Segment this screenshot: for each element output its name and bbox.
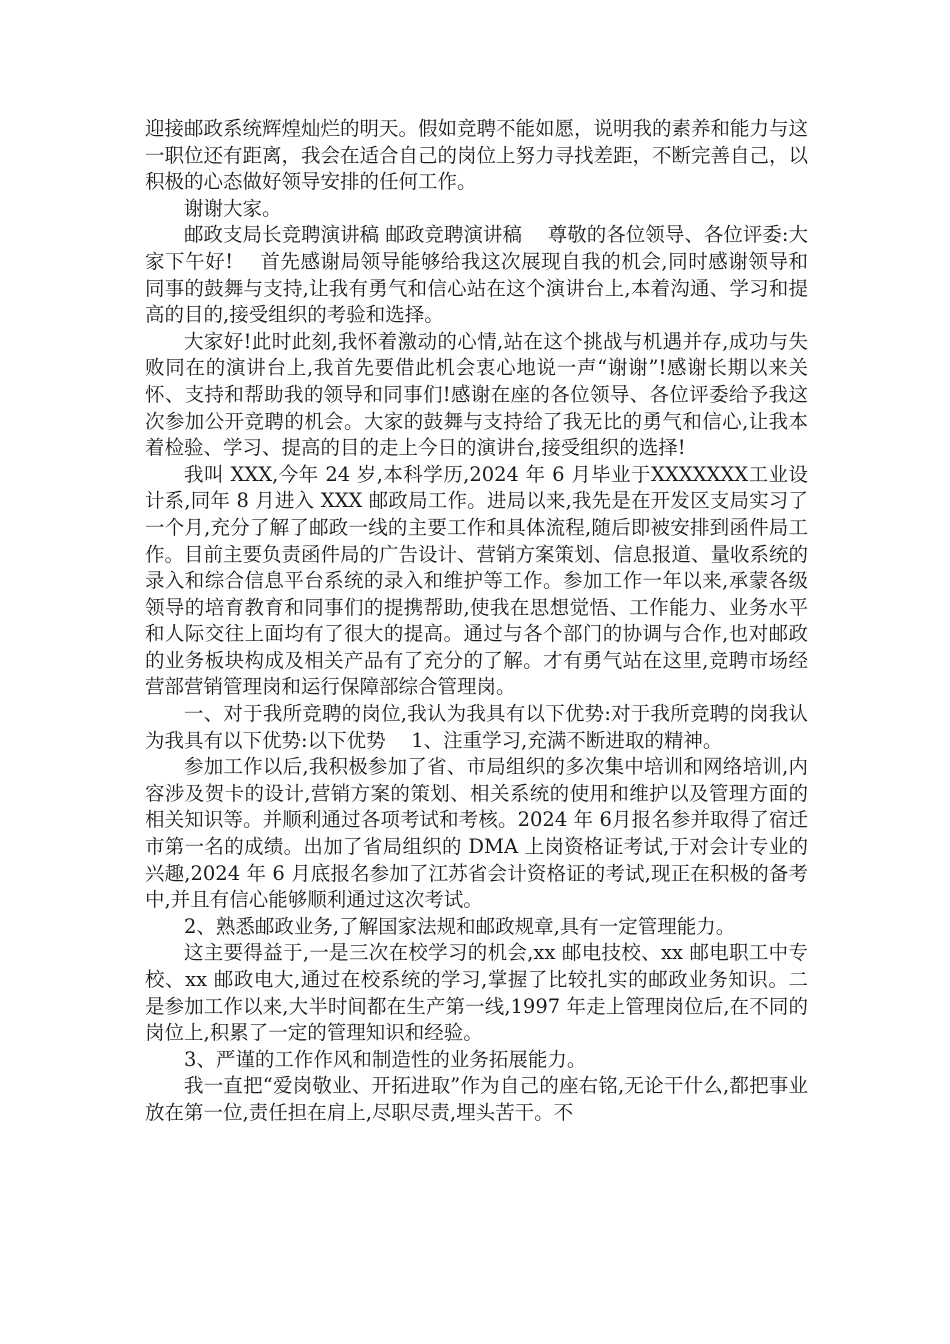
paragraph-9: 这主要得益于,一是三次在校学习的机会,xx 邮电技校、xx 邮电职工中专校、xx 邮政电大,通过在校系统的学习,掌握了比较扎实的邮政业务知识。二是参加工作以来,大半时间都在生产第一线,1997 年走上管理岗位后,在不同的岗位上,积累了一定的管理知识和经验。 [145, 941, 808, 1045]
paragraph-10: 3、严谨的工作作风和制造性的业务拓展能力。 [184, 1047, 587, 1071]
paragraph-8: 2、熟悉邮政业务,了解国家法规和邮政规章,具有一定管理能力。 [184, 914, 736, 938]
paragraph-5: 我叫 XXX,今年 24 岁,本科学历,2024 年 6 月毕业于XXXXXXX工业设计系,同年 8 月进入 XXX 邮政局工作。进局以来,我先是在开发区支局实习了一个月,充分了解了邮政一线的主要工作和具体流程,随后即被安排到函件局工作。目前主要负责函件局的广告设计、营销方案策划、信息报道、量收系统的录入和综合信息平台系统的录入和维护等工作。参加工作一年以来,承蒙各级领导的培育教育和同事们的提携帮助,使我在思想觉悟、工作能力、业务水平和人际交往上面均有了很大的提高。通过与各个部门的协调与合作,也对邮政的业务板块构成及相关产品有了充分的了解。才有勇气站在这里,竞聘市场经营部营销管理岗和运行保障部综合管理岗。 [145, 462, 809, 699]
document-page [145, 116, 808, 1127]
paragraph-3: 邮政支局长竞聘演讲稿 邮政竞聘演讲稿 尊敬的各位领导、各位评委:大家下午好! 首先感谢局领导能够给我这次展现自我的机会,同时感谢领导和同事的鼓舞与支持,让我有勇气和信心站在这个演讲台上,本着沟通、学习和提高的目的,接受组织的考验和选择。 [145, 223, 808, 327]
paragraph-7: 参加工作以后,我积极参加了省、市局组织的多次集中培训和网络培训,内容涉及贺卡的设计,营销方案的策划、相关系统的使用和维护以及管理方面的相关知识等。并顺利通过各项考试和考核。2024 年 6月报名参并取得了宿迁市第一名的成绩。出加了省局组织的 DMA 上岗资格证考试,于对会计专业的兴趣,2024 年 6 月底报名参加了江苏省会计资格证的考试,现正在积极的备考中,并且有信心能够顺利通过这次考试。 [145, 755, 808, 912]
paragraph-6: 一、对于我所竞聘的岗位,我认为我具有以下优势:对于我所竞聘的岗我认为我具有以下优势:以下优势 1、注重学习,充满不断进取的精神。 [145, 702, 808, 752]
paragraph-2: 谢谢大家。 [184, 196, 282, 220]
paragraph-1: 迎接邮政系统辉煌灿烂的明天。假如竞聘不能如愿，说明我的素养和能力与这一职位还有距离，我会在适合自己的岗位上努力寻找差距，不断完善自己，以积极的心态做好领导安排的任何工作。 [145, 117, 809, 194]
paragraph-4: 大家好!此时此刻,我怀着激动的心情,站在这个挑战与机遇并存,成功与失败同在的演讲台上,我首先要借此机会衷心地说一声“谢谢”!感谢长期以来关怀、支持和帮助我的领导和同事们!感谢在座的各位领导、各位评委给予我这次参加公开竞聘的机会。大家的鼓舞与支持给了我无比的勇气和信心,让我本着检验、学习、提高的目的走上今日的演讲台,接受组织的选择! [145, 329, 808, 460]
paragraph-11: 我一直把“爱岗敬业、开拓进取”作为自己的座右铭,无论干什么,都把事业放在第一位,责任担在肩上,尽职尽责,埋头苦干。不 [145, 1074, 808, 1124]
